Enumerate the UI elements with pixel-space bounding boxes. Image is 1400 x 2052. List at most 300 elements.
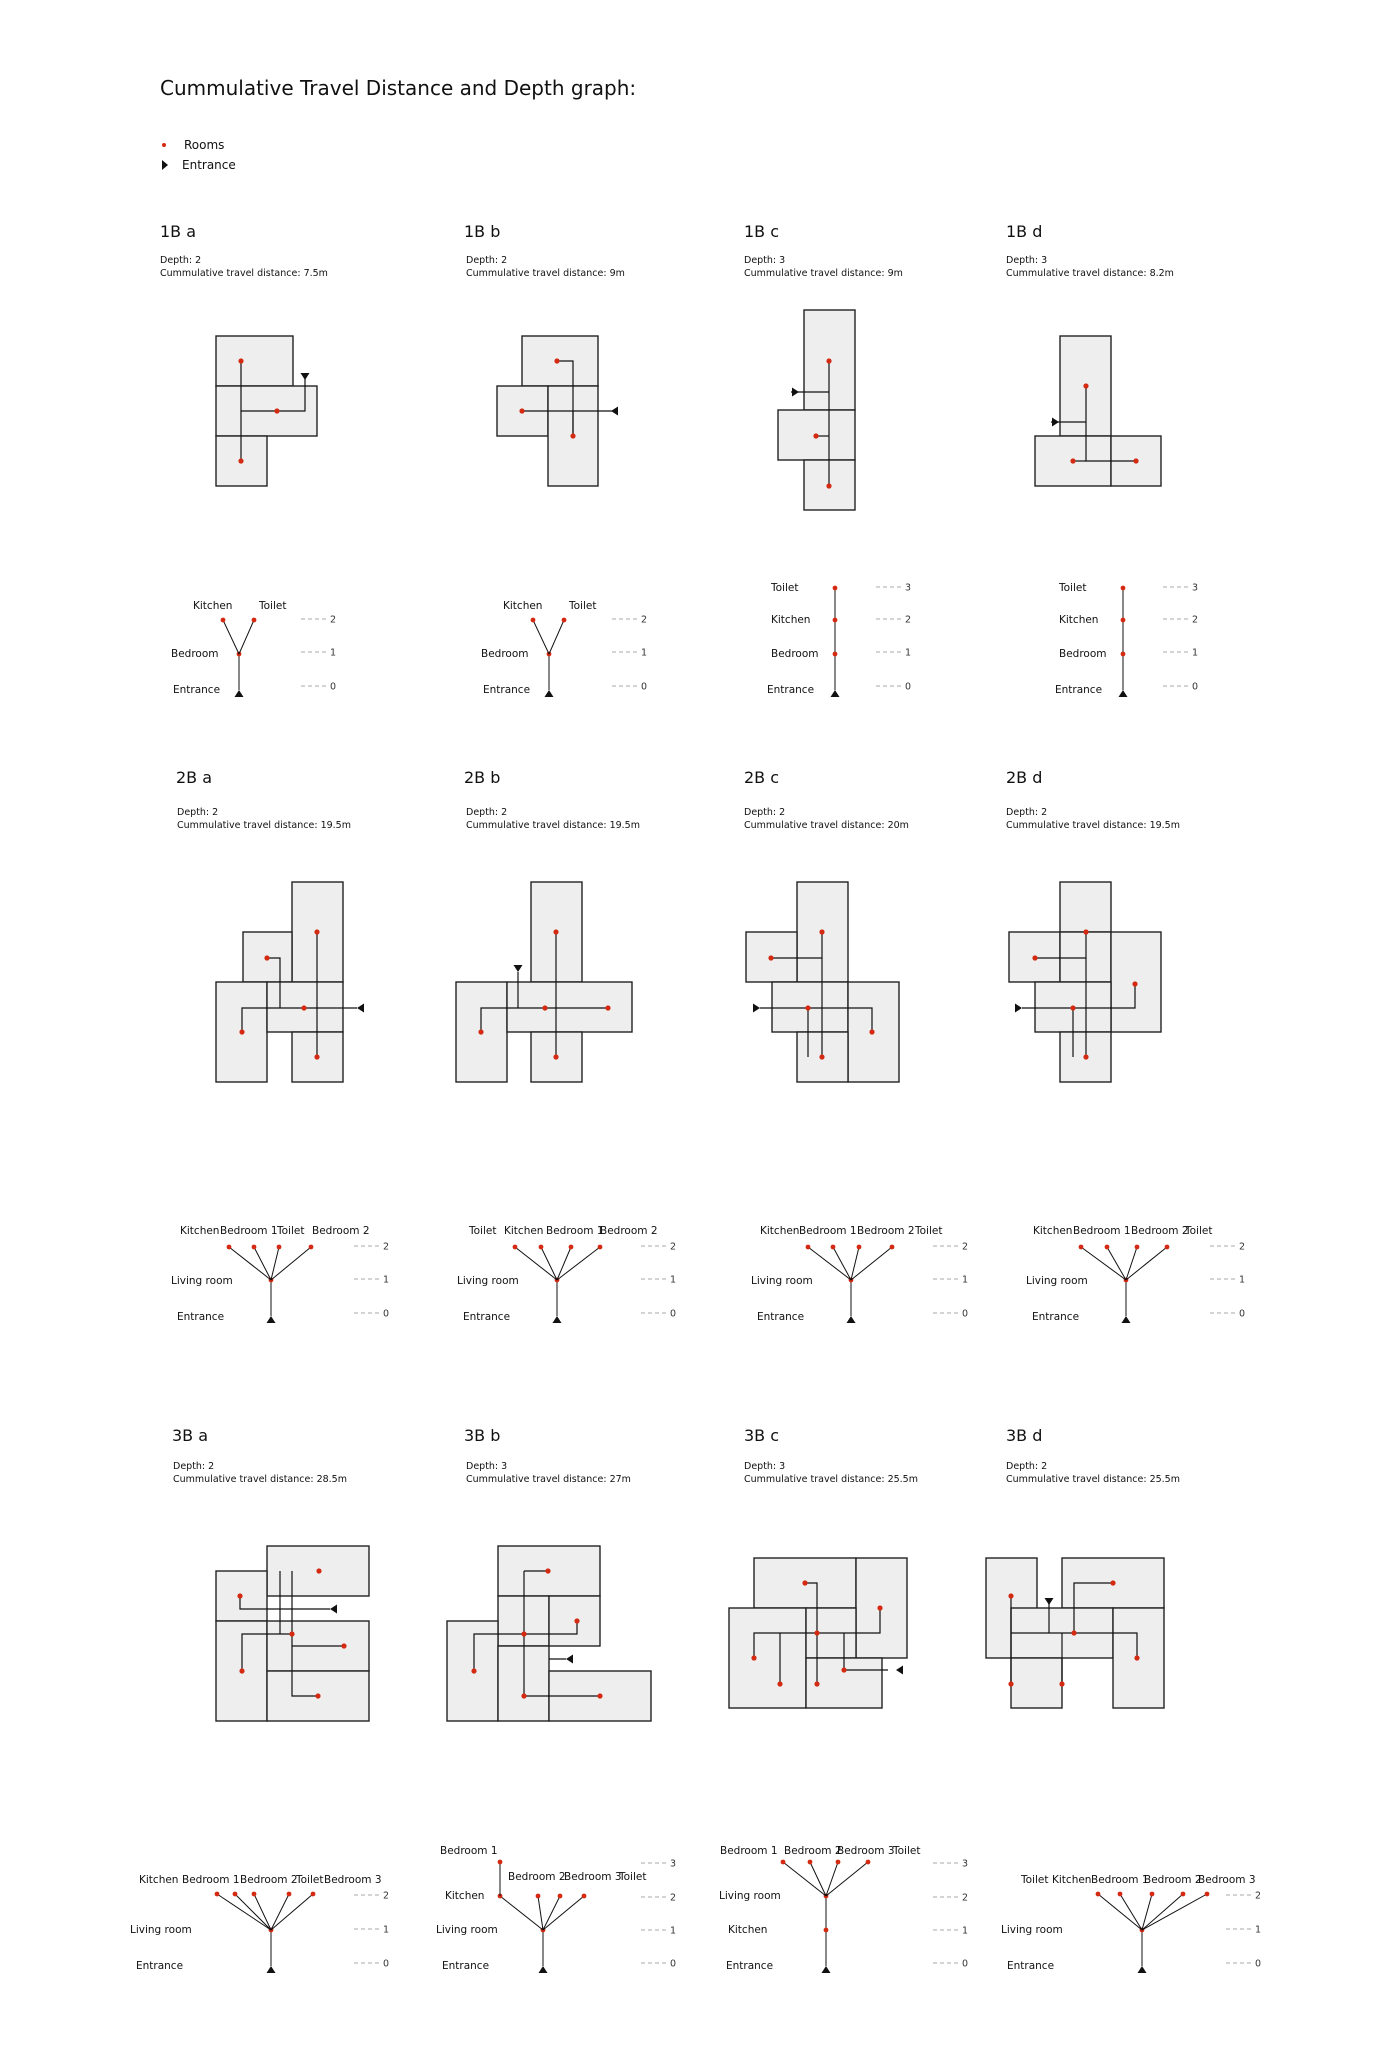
- panel-1b-b-depth: 2: [501, 255, 508, 266]
- room-dot: [554, 358, 559, 363]
- panel-2b-c-name: 2B c: [744, 768, 780, 787]
- plan-1b-b: [497, 336, 618, 486]
- graph-node: [866, 1860, 871, 1865]
- room-dot: [777, 1681, 782, 1686]
- graph-1b-b: [481, 600, 647, 697]
- depth-level-label: 0: [383, 1958, 390, 1970]
- graph-label: Bedroom 2: [857, 1225, 915, 1237]
- graph-label: Bedroom 1: [546, 1225, 604, 1237]
- graph-edge: [1120, 1894, 1142, 1930]
- room-dot: [471, 1668, 476, 1673]
- entrance-arrow: [357, 1004, 364, 1013]
- depth-level-label: 2: [905, 614, 912, 626]
- graph-node: [252, 1245, 257, 1250]
- graph-node: [857, 1245, 862, 1250]
- graph-edge: [538, 1896, 543, 1930]
- room-block: [216, 336, 293, 386]
- graph-node: [1135, 1245, 1140, 1250]
- graph-label: Bedroom 1: [1073, 1225, 1131, 1237]
- graph-edge: [500, 1896, 543, 1930]
- graph-label: Entrance: [767, 684, 815, 696]
- panel-1b-a-distance: 7.5m: [303, 268, 328, 279]
- entrance-arrow: [753, 1004, 760, 1013]
- depth-level-label: 2: [383, 1241, 390, 1253]
- room-dot: [478, 1029, 483, 1034]
- graph-label: Bedroom 2: [600, 1225, 658, 1237]
- graph-node: [536, 1894, 541, 1899]
- entrance-arrow: [847, 1316, 856, 1323]
- depth-level-label: 0: [905, 681, 912, 693]
- graph-label: Bedroom 1: [182, 1874, 240, 1886]
- room-dot: [826, 358, 831, 363]
- room-dot: [877, 1605, 882, 1610]
- graph-node: [558, 1894, 563, 1899]
- graph-label: Bedroom 1: [440, 1845, 498, 1857]
- panel-1b-d-name: 1B d: [1006, 222, 1043, 241]
- graph-edge: [851, 1247, 892, 1280]
- panel-3b-b-name: 3B b: [464, 1426, 501, 1445]
- entrance-arrow: [1119, 690, 1128, 697]
- graph-label: Toilet: [296, 1874, 324, 1886]
- graph-label: Entrance: [442, 1960, 490, 1972]
- depth-level-label: 2: [670, 1241, 677, 1253]
- panel-3b-b-depth: 3: [501, 1461, 508, 1472]
- graph-label: Toilet: [1185, 1225, 1213, 1237]
- graph-label: Bedroom 1: [720, 1845, 778, 1857]
- graph-label: Living room: [1001, 1924, 1063, 1936]
- graph-label: Entrance: [173, 684, 221, 696]
- panel-3b-a-distance: 28.5m: [316, 1474, 347, 1485]
- graph-node: [539, 1245, 544, 1250]
- graph-label: Kitchen: [445, 1890, 485, 1902]
- panel-3b-d-distance: 25.5m: [1149, 1474, 1180, 1485]
- graph-2b-a: [171, 1225, 389, 1323]
- graph-edge: [223, 620, 239, 654]
- room-dot: [289, 1631, 294, 1636]
- graph-node: [233, 1892, 238, 1897]
- graph-edge: [1142, 1894, 1183, 1930]
- room-dot: [1083, 383, 1088, 388]
- room-dot: [1008, 1593, 1013, 1598]
- room-dot: [605, 1005, 610, 1010]
- room-dot: [570, 433, 575, 438]
- graph-label: Entrance: [726, 1960, 774, 1972]
- panel-2b-d-depth: 2: [1041, 807, 1048, 818]
- plan-3b-a: [216, 1546, 369, 1721]
- graph-node: [824, 1928, 829, 1933]
- entrance-arrow: [267, 1316, 276, 1323]
- graph-edge: [549, 620, 564, 654]
- graph-3b-b: [436, 1845, 676, 1973]
- panel-3b-c-depth: 3: [779, 1461, 786, 1472]
- depth-level-label: 0: [962, 1308, 969, 1320]
- panel-2b-b-name: 2B b: [464, 768, 501, 787]
- graph-label: Bedroom: [771, 648, 819, 660]
- graph-node: [833, 652, 838, 657]
- plan-2b-a: [216, 882, 364, 1082]
- graph-node: [1096, 1892, 1101, 1897]
- graph-edge: [515, 1247, 557, 1280]
- graph-label: Bedroom 2: [1144, 1874, 1202, 1886]
- room-dot: [239, 1029, 244, 1034]
- graph-label: Bedroom 3: [564, 1871, 622, 1883]
- room-dot: [315, 1693, 320, 1698]
- entrance-arrow: [330, 1605, 337, 1614]
- room-dot: [274, 408, 279, 413]
- room-dot: [841, 1667, 846, 1672]
- graph-label: Bedroom 1: [220, 1225, 278, 1237]
- graph-node: [277, 1245, 282, 1250]
- graph-label: Bedroom 1: [1091, 1874, 1149, 1886]
- graph-node: [498, 1860, 503, 1865]
- room-dot: [813, 433, 818, 438]
- graph-label: Living room: [457, 1275, 519, 1287]
- depth-level-label: 1: [383, 1274, 390, 1286]
- graph-label: Bedroom 2: [1131, 1225, 1189, 1237]
- depth-level-label: 2: [962, 1241, 969, 1253]
- graph-label: Bedroom 3: [324, 1874, 382, 1886]
- room-dot: [264, 955, 269, 960]
- depth-level-label: 3: [962, 1858, 969, 1870]
- graph-label: Kitchen: [1033, 1225, 1073, 1237]
- graph-node: [1165, 1245, 1170, 1250]
- panel-2b-c-depth: 2: [779, 807, 786, 818]
- graph-label: Bedroom 1: [799, 1225, 857, 1237]
- graph-label: Toilet: [277, 1225, 305, 1237]
- panel-2b-a-meta: Depth: 2 Cummulative travel distance: 19.5m: [177, 807, 351, 831]
- graph-2b-b: [457, 1225, 676, 1323]
- graph-node: [252, 618, 257, 623]
- entrance-arrow: [267, 1966, 276, 1973]
- graph-label: Toilet: [1059, 582, 1087, 594]
- panel-1b-c-meta: Depth: 3 Cummulative travel distance: 9m: [744, 255, 903, 279]
- graph-node: [513, 1245, 518, 1250]
- room-dot: [814, 1681, 819, 1686]
- graph-1b-d: [1055, 582, 1198, 697]
- room-dot: [239, 1668, 244, 1673]
- panel-1b-c-distance: 9m: [887, 268, 903, 279]
- graph-edge: [541, 1247, 557, 1280]
- room-dot: [238, 358, 243, 363]
- graph-label: Toilet: [469, 1225, 497, 1237]
- room-dot: [597, 1693, 602, 1698]
- graph-label: Toilet: [771, 582, 799, 594]
- panel-3b-c-meta: Depth: 3 Cummulative travel distance: 25.5m: [744, 1461, 918, 1485]
- graph-label: Kitchen: [760, 1225, 800, 1237]
- graph-node: [311, 1892, 316, 1897]
- graph-label: Entrance: [1007, 1960, 1055, 1972]
- graph-node: [1118, 1892, 1123, 1897]
- graph-label: Entrance: [1032, 1311, 1080, 1323]
- depth-level-label: 1: [905, 647, 912, 659]
- depth-level-label: 0: [1192, 681, 1199, 693]
- panel-3b-a-depth: 2: [208, 1461, 215, 1472]
- plan-3b-d: [986, 1558, 1164, 1708]
- depth-level-label: 2: [962, 1892, 969, 1904]
- panel-3b-a-meta: Depth: 2 Cummulative travel distance: 28.5m: [173, 1461, 347, 1485]
- room-dot: [1071, 1630, 1076, 1635]
- graph-edge: [1142, 1894, 1152, 1930]
- graph-label: Kitchen: [504, 1225, 544, 1237]
- panel-1b-b-distance: 9m: [609, 268, 625, 279]
- plan-1b-d: [1035, 336, 1161, 486]
- graph-label: Entrance: [136, 1960, 184, 1972]
- entrance-arrow-icon: [162, 160, 168, 170]
- graph-node: [781, 1860, 786, 1865]
- room-dot: [1070, 458, 1075, 463]
- graph-label: Living room: [719, 1890, 781, 1902]
- entrance-arrow: [792, 388, 799, 397]
- room-dot: [542, 1005, 547, 1010]
- graph-edge: [271, 1894, 289, 1930]
- legend-entrance-label: Entrance: [182, 158, 236, 172]
- graph-node: [1121, 652, 1126, 657]
- graph-label: Kitchen: [1052, 1874, 1092, 1886]
- panel-2b-d-name: 2B d: [1006, 768, 1043, 787]
- room-dot: [1083, 929, 1088, 934]
- graph-label: Entrance: [177, 1311, 225, 1323]
- graph-label: Toilet: [569, 600, 597, 612]
- entrance-arrow: [235, 690, 244, 697]
- depth-level-label: 0: [1255, 1958, 1262, 1970]
- graph-edge: [1098, 1894, 1142, 1930]
- room-dot: [1008, 1681, 1013, 1686]
- panel-3b-d-name: 3B d: [1006, 1426, 1043, 1445]
- entrance-arrow: [514, 965, 523, 972]
- entrance-arrow: [301, 373, 310, 380]
- panel-2b-a-depth: 2: [212, 807, 219, 818]
- depth-level-label: 1: [1192, 647, 1199, 659]
- panel-3b-c-distance: 25.5m: [887, 1474, 918, 1485]
- room-dot: [237, 1593, 242, 1598]
- graph-label: Kitchen: [728, 1924, 768, 1936]
- graph-edge: [557, 1247, 600, 1280]
- graph-edge: [833, 1247, 851, 1280]
- panel-1b-d-depth: 3: [1041, 255, 1048, 266]
- plan-3b-b: [447, 1546, 651, 1721]
- entrance-arrow: [1015, 1004, 1022, 1013]
- graph-edge: [810, 1862, 826, 1896]
- graph-2b-c: [751, 1225, 968, 1323]
- panel-2b-d-meta: Depth: 2 Cummulative travel distance: 19.5m: [1006, 807, 1180, 831]
- room-dot: [238, 458, 243, 463]
- room-dot: [314, 1054, 319, 1059]
- depth-level-label: 1: [670, 1925, 677, 1937]
- panel-1b-a-name: 1B a: [160, 222, 197, 241]
- depth-level-label: 1: [962, 1925, 969, 1937]
- entrance-arrow: [539, 1966, 548, 1973]
- room-block: [729, 1608, 806, 1708]
- graph-node: [1181, 1892, 1186, 1897]
- panel-2b-d-distance: 19.5m: [1149, 820, 1180, 831]
- depth-level-label: 1: [1239, 1274, 1246, 1286]
- panel-1b-d-distance: 8.2m: [1149, 268, 1174, 279]
- graph-label: Kitchen: [771, 614, 811, 626]
- graph-node: [890, 1245, 895, 1250]
- graph-node: [1079, 1245, 1084, 1250]
- room-dot: [1032, 955, 1037, 960]
- entrance-arrow: [822, 1966, 831, 1973]
- room-dot: [521, 1693, 526, 1698]
- room-dot: [1110, 1580, 1115, 1585]
- entrance-arrow: [611, 407, 618, 416]
- panel-1b-a-meta: Depth: 2 Cummulative travel distance: 7.5m: [160, 255, 328, 279]
- graph-label: Kitchen: [180, 1225, 220, 1237]
- panel-2b-c-meta: Depth: 2 Cummulative travel distance: 20m: [744, 807, 909, 831]
- graph-node: [569, 1245, 574, 1250]
- panel-3b-b-distance: 27m: [609, 1474, 631, 1485]
- plan-2b-c: [746, 882, 899, 1082]
- graph-node: [598, 1245, 603, 1250]
- entrance-arrow: [896, 1666, 903, 1675]
- room-dot: [768, 955, 773, 960]
- graph-node: [582, 1894, 587, 1899]
- room-dot: [1059, 1681, 1064, 1686]
- graph-edge: [1126, 1247, 1167, 1280]
- graph-label: Bedroom 2: [240, 1874, 298, 1886]
- depth-level-label: 1: [383, 1924, 390, 1936]
- legend-rooms: [160, 138, 224, 152]
- depth-level-label: 1: [670, 1274, 677, 1286]
- graph-label: Bedroom 2: [784, 1845, 842, 1857]
- graph-node: [562, 618, 567, 623]
- graph-node: [252, 1892, 257, 1897]
- panel-3b-a-name: 3B a: [172, 1426, 209, 1445]
- graph-label: Toilet: [259, 600, 287, 612]
- depth-level-label: 1: [641, 647, 648, 659]
- graph-edge: [543, 1896, 584, 1930]
- graph-label: Toilet: [1021, 1874, 1049, 1886]
- graph-label: Bedroom: [481, 648, 529, 660]
- graph-label: Bedroom 3: [1198, 1874, 1256, 1886]
- panel-2b-a-distance: 19.5m: [320, 820, 351, 831]
- room-dot: [1070, 1005, 1075, 1010]
- room-dot: [519, 408, 524, 413]
- depth-level-label: 0: [330, 681, 337, 693]
- room-dot: [814, 1630, 819, 1635]
- panel-1b-b-name: 1B b: [464, 222, 501, 241]
- panel-2b-b-distance: 19.5m: [609, 820, 640, 831]
- graph-label: Kitchen: [193, 600, 233, 612]
- graph-label: Living room: [130, 1924, 192, 1936]
- graph-label: Entrance: [1055, 684, 1103, 696]
- graph-label: Entrance: [483, 684, 531, 696]
- depth-level-label: 2: [641, 614, 648, 626]
- depth-level-label: 2: [670, 1892, 677, 1904]
- graph-node: [833, 618, 838, 623]
- room-block: [1011, 1658, 1062, 1708]
- graph-node: [287, 1892, 292, 1897]
- graph-3b-c: [719, 1845, 968, 1973]
- graph-node: [309, 1245, 314, 1250]
- graph-label: Bedroom: [1059, 648, 1107, 660]
- entrance-arrow: [1052, 418, 1059, 427]
- plan-2b-b: [456, 882, 632, 1082]
- graph-label: Entrance: [757, 1311, 805, 1323]
- entrance-arrow: [1138, 1966, 1147, 1973]
- legend-rooms-label: Rooms: [184, 138, 225, 152]
- depth-level-label: 1: [330, 647, 337, 659]
- room-block: [507, 982, 632, 1032]
- entrance-arrow: [566, 1655, 573, 1664]
- room-dot: [521, 1631, 526, 1636]
- depth-level-label: 0: [641, 681, 648, 693]
- panel-3b-c-name: 3B c: [744, 1426, 780, 1445]
- graph-label: Toilet: [915, 1225, 943, 1237]
- panel-1b-b-meta: Depth: 2 Cummulative travel distance: 9m: [466, 255, 625, 279]
- entrance-arrow: [831, 690, 840, 697]
- graph-label: Living room: [436, 1924, 498, 1936]
- graph-edge: [783, 1862, 826, 1896]
- panel-2b-b-meta: Depth: 2 Cummulative travel distance: 19.5m: [466, 807, 640, 831]
- depth-level-label: 3: [1192, 582, 1199, 594]
- graph-label: Living room: [751, 1275, 813, 1287]
- plan-3b-c: [729, 1558, 907, 1708]
- room-dot: [574, 1618, 579, 1623]
- panel-2b-c-distance: 20m: [887, 820, 909, 831]
- graph-label: Entrance: [463, 1311, 511, 1323]
- room-dot: [545, 1568, 550, 1573]
- room-dot: [301, 1005, 306, 1010]
- plan-1b-c: [778, 310, 855, 510]
- panel-3b-d-depth: 2: [1041, 1461, 1048, 1472]
- entrance-arrow: [553, 1316, 562, 1323]
- entrance-arrow: [1045, 1598, 1054, 1605]
- graph-edge: [271, 1894, 313, 1930]
- graph-label: Living room: [1026, 1275, 1088, 1287]
- graph-label: Toilet: [619, 1871, 647, 1883]
- room-dot: [869, 1029, 874, 1034]
- graph-edge: [239, 620, 254, 654]
- graph-3b-a: [130, 1874, 389, 1973]
- depth-level-label: 0: [962, 1958, 969, 1970]
- depth-level-label: 2: [330, 614, 337, 626]
- graph-label: Bedroom 2: [508, 1871, 566, 1883]
- panel-2b-a-name: 2B a: [176, 768, 213, 787]
- graph-node: [1150, 1892, 1155, 1897]
- depth-level-label: 1: [962, 1274, 969, 1286]
- graph-label: Kitchen: [503, 600, 543, 612]
- room-dot: [751, 1655, 756, 1660]
- graph-node: [215, 1892, 220, 1897]
- panel-3b-d-meta: Depth: 2 Cummulative travel distance: 25.5m: [1006, 1461, 1180, 1485]
- graph-node: [831, 1245, 836, 1250]
- room-dot: [316, 1568, 321, 1573]
- graph-node: [1121, 618, 1126, 623]
- entrance-arrow: [545, 690, 554, 697]
- graph-1b-c: [767, 582, 911, 697]
- graph-edge: [254, 1247, 271, 1280]
- graph-node: [531, 618, 536, 623]
- graph-edge: [808, 1247, 851, 1280]
- graph-edge: [533, 620, 549, 654]
- graph-node: [836, 1860, 841, 1865]
- page-title: Cummulative Travel Distance and Depth graph:: [160, 76, 637, 100]
- depth-level-label: 0: [670, 1958, 677, 1970]
- room-dot: [553, 1054, 558, 1059]
- graph-1b-a: [171, 600, 336, 697]
- depth-level-label: 1: [1255, 1924, 1262, 1936]
- graph-label: Kitchen: [1059, 614, 1099, 626]
- room-dot: [341, 1643, 346, 1648]
- graph-edge: [543, 1896, 560, 1930]
- room-dot-icon: [162, 143, 166, 147]
- graph-node: [221, 618, 226, 623]
- graph-edge: [1107, 1247, 1126, 1280]
- room-dot: [1132, 981, 1137, 986]
- panel-1b-a-depth: 2: [195, 255, 202, 266]
- graph-node: [1121, 586, 1126, 591]
